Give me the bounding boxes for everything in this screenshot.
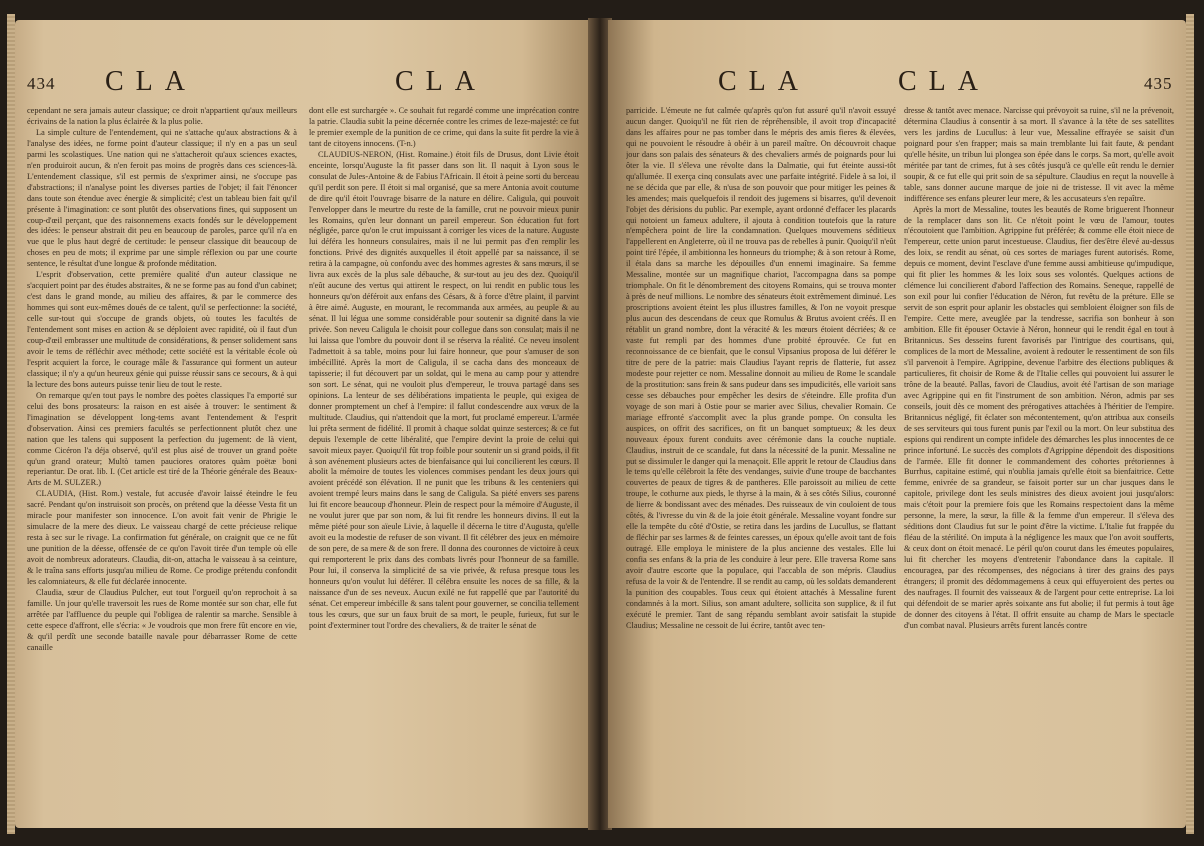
left-column-1 xyxy=(27,106,297,828)
right-page-edges xyxy=(1186,14,1194,834)
paragraph: On remarque qu'en tout pays le nombre des poètes classiques l'a emporté sur celui des bons prosateurs: la raison en est aisée à trouver: le sentiment & l'imagination se développent long-tems avant l'entendement & l'esprit d'observation. Ainsi ces premiers facultés se perfectionnent plutôt chez une nation que les talens qui supposent la perfection du jugement: de là vient, comme Cicéron l'a déja observé, qu'il est plus aisé de trouver un grand poète qu'un grand orateur; Multò tamen pauciores oratores quàm poëtæ boni reperiantur. De orat. lib. I. (Cet article est tiré de la Théorie générale des Beaux-Arts de M. SULZER.) xyxy=(27,390,297,488)
right-running-header xyxy=(608,66,1186,98)
left-running-head-2: CLA xyxy=(395,66,487,97)
left-column-2 xyxy=(309,106,579,828)
left-running-header xyxy=(15,66,591,98)
paragraph: CLAUDIUS-NERON, (Hist. Romaine.) étoit fils de Drusus, dont Livie étoit enceinte, lorsqu'Auguste la fit passer dans son lit. Il naquit à Lyon sous le consulat de Jules-Antoine & de Fabius l'Africain. Il étoit à peine sorti du berceau qu'il perdit son pere. Il étoit si mal organisé, que sa mere Antonia avoit coutume de dire qu'il étoit l'ouvrage bisarre de la nature en délire. Caligula, qui pouvoit l'envelopper dans le meurtre du reste de la famille, crut ne pouvoir mieux punir les Romains, qu'en leur donnant un pareil empereur. Son éducation fut fort négligée, parce qu'on le crut impuissant à corriger les vices de la nature. Auguste lui déféra les honneurs consulaires, mais il ne lui permit pas d'en remplir les fonctions. Privé des dignités auxquelles il étoit appellé par sa naissance, il se retira à la campagne, où confondu avec des hommes agrestes & sans mœurs, il se livra aux excès de la plus sale débauche, & sur-tout au jeu des dez. Quoiqu'il n'eût aucune des vertus qui attirent le respect, on lui rendit en public tous les honneurs qu'on déféroit aux enfans des Césars, & à force d'être plaint, il parvint à être aimé. Auguste, en mourant, le recommanda aux armées, au peuple & au sénat. Il lui légua une somme considérable pour soutenir sa dignité dans la vie privée. Son neveu Caligula le choisit pour collegue dans son consulat; mais il ne lui laissa que l'ombre du pouvoir dont il se réserva la réalité. Ce neveu insolent l'admettoit à sa table, moins pour lui faire honneur, que pour s'amuser de son imbécillité. Après la mort de Caligula, il se cacha dans des monceaux de tapisserie; il fut découvert par un soldat, qui le mena au camp pour y attendre son sort. Le sénat, qui ne vouloit plus d'empereur, le trouva partagé dans ses opinions. La lenteur de ses délibérations impatienta le peuple, qui exigea de donner promptement un chef à l'empire: il fallut condescendre aux vœux de la multitude. Claudius, qui n'attendoit que la mort, fut proclamé empereur. L'armée lui prêta serment de fidélité. Il promit à chaque soldat quinze sesterces; & ce fut depuis l'exemple de cette libéralité, que l'empire devint la proie de celui qui savoit mieux payer. Quoiqu'il fût trop foible pour soutenir un si grand poids, il fit à son avénement plusieurs actes de bienfaisance qui lui concilierent les cœurs. Il abolit la mémoire de toutes les violences commises pendant les deux jours qui avoient précédé son élévation. Il ne punit que les tribuns & les centeniers qui avoient trempé leurs mains dans le sang de Caligula. Sa piété envers ses parens lui fit encore beaucoup d'honneur. Plein de respect pour la mémoire d'Auguste, il ne voulut jurer que par son nom, & lui fit rendre les honneurs divins. Il eut la même piété pour son aïeule Livie, à laquelle il décerna le titre d'Augusta, qu'elle avoit eu la modestie de refuser de son vivant. Il fit célébrer des jeux en mémoire de son pere, de sa mere & de son frere. Il donna des couronnes de victoire à ceux qui remporterent le prix dans des combats livrés pour l'honneur de sa famille. Pour lui, il conserva la simplicité de sa vie privée, & refusa presque tous les honneurs qu'on voulut lui déférer. Il célébra ensuite les noces de sa fille, & la naissance d'un de ses neveux. Aucun exilé ne fut rappellé que par l'autorité du sénat. Cet empereur imbécille & sans talent pour gouverner, se concilia tellement tous les cœurs, que sur un faux bruit de sa mort, le peuple, furieux, fut sur le point d'exterminer tout l'ordre des chevaliers, & de traiter le sénat de xyxy=(309,149,579,630)
paragraph: L'esprit d'observation, cette première qualité d'un auteur classique ne s'acquiert point par des études abstraites, & ne se forme pas au fond d'un cabinet; c'est dans le grand monde, au milieu des affaires, & par le commerce des hommes qui sont eux-mêmes doués de ce talent, qu'il se perfectionne: la société, celle sur-tout qui s'occupe de grands objets, où toutes les facultés de l'entendement sont mises en action & se déploient avec rapidité, où il faut d'un coup-d'œil embrasser une multitude de considérations, & penser solidement sans avoir le tems de réfléchir avec méthode; cette société est la véritable école où l'esprit acquiert la force, le courage mâle & l'assurance qui forment un auteur classique; il n'y a qu'un heureux génie qui puisse réussir sans ce secours, & à qui la lecture des bons auteurs puisse tenir lieu de tout le reste. xyxy=(27,270,297,389)
paragraph: Claudia, sœur de Claudius Pulcher, eut tout l'orgueil qu'on reprochoit à sa famille. Un jour qu'elle traversoit les rues de Rome montée sur son char, elle fut arrêtée par l'affluence du peuple qui l'obligea de ralentir sa marche. Sensible à cette espece d'affront, elle s'écria: « Je voudrois que mon frere fût encore en vie, & qu'il perdît une seconde bataille navale pour débarrasser Rome de cette canaille xyxy=(27,587,297,652)
right-page-number: 435 xyxy=(1144,74,1173,93)
left-page-number: 434 xyxy=(27,74,56,93)
paragraph: cependant ne sera jamais auteur classique; ce droit n'appartient qu'aux meilleurs écrivains de la nation la plus éclairée & la plus polie. xyxy=(27,106,297,126)
right-page xyxy=(608,20,1186,828)
paragraph: dresse & tantôt avec menace. Narcisse qui prévoyoit sa ruine, s'il ne la prévenoit, détermina Claudius à consentir à sa mort. Il s'avance à la tête de ses satellites vers les jardins de Lucullus: à leur vue, Messaline effrayée se saisit d'un poignard pour s'en frapper; mais sa main tremblante lui fait faute, & pendant qu'elle hésite, un tribun lui plongea son épée dans le corps. Sa mort, qu'elle avoit méritée par tant de crimes, fut à ses côtés jusqu'à ce qu'elle eût rendu le dernier soupir, & ce fut elle qui prit soin de sa sépulture. Claudius en reçut la nouvelle à table, sans donner aucune marque de joie ni de tristesse. Il vit avec la même indifférence ses enfans pleurer leur mere, & les accusateurs s'en repaître. xyxy=(904,106,1174,203)
right-column-2 xyxy=(904,106,1174,828)
left-page xyxy=(15,20,591,828)
left-running-head-1: CLA xyxy=(105,66,197,97)
paragraph: parricide. L'émeute ne fut calmée qu'après qu'on fut assuré qu'il n'avoit essuyé aucun danger. Quoiqu'il ne fût rien de répréhensible, il avoit trop d'incapacité dans les affaires pour ne pas tomber dans le mépris des amis fieres & élevées, qui ne pouvoient le résoudre à obéir à un pareil maître. On découvroit chaque jour dans son palais des sénateurs & des chevaliers armés de poignards pour lui ôter la vie. Il s'éleva une révolte dans la Dalmatie, qui fut éteinte aussi-tôt qu'allumée. Il exerça cinq consulats avec une parfaite intégrité. Fidele à sa loi, il ne se décida que par elle, & n'usa de son pouvoir que pour mitiger les peines & les amendes; mais quelquefois il rendoit des jugemens si bisarres, qu'il devenoit l'objet des dérisions du public. Par exemple, ayant ordonné d'effacer les placards qui notoient un fameux adultere, il ajouta à condition toutefois que la rature n'empêchera point de lire la condamnation. Quelques mouvemens séditieux l'appellerent en Angleterre, où il ne trouva pas de rebelles à punir. Quoiqu'il n'eût point tiré l'épée, il ambitionna les honneurs du triomphe; & à son retour à Rome, il étala dans sa marche les dépouilles d'un ennemi imaginaire. Sa femme Messaline, montée sur un magnifique chariot, l'accompagna dans sa pompe triomphale. On fit le dénombrement des citoyens Romains, qui se trouva monter à près de neuf millions. Le nombre des sénateurs étoit extrêmement diminué. Les proscriptions avoient éteint les plus illustres familles, & l'on ne voyoit presque plus aucun des descendans de ceux que Romulus & Brutus avoient créés. Il en rétablit un grand nombre, dont la véracité & les mœurs étoient décriées; & ce vaste fut rempli par des hommes d'une probité éprouvée. Ce fut en reconnoissance de ce bienfait, que le consul Vipsanius proposa de lui déférer le titre de pere de la patrie: mais Claudius l'ayant repris de flatterie, fut assez modeste pour rejetter ce nom. Messaline donnoit au milieu de Rome le scandale de la prostitution: sans frein & sans pudeur dans ses impudicités, elle varioit sans cesse ses débauches pour empêcher les desirs de s'éteindre. Elle profita d'un voyage de son mari à Ostie pour se marier avec Silius, chevalier Romain. Ce mariage effronté s'accomplit avec la plus grande pompe. On consulta les auspices, on offrit des sacrifices, on fit un banquet somptueux; & les deux nouveaux époux furent conduits avec cérémonie dans la couche nuptiale. Claudius, instruit de ce scandale, fut dans la nécessité de la punir. Messaline ne put se dissimuler le danger qui la menaçoit. Elle apprit le retour de Claudius dans le tems qu'elle célébroit la fête des vendanges, suivie d'une troupe de bacchantes couvertes de peaux de tigres & de pantheres. Elle paroissoit au milieu de cette troupe, le cothurne aux pieds, le thyrse à la main, & à ses côtés Silius, couronné de lierre & bondissant avec des ménades. Des ruisseaux de vin couloient de tous côtés, & l'ivresse du vin & de la joie étoit générale. Messaline voyant fondre sur elle la tempête du côté d'Ostie, se retira dans les jardins de Lucullus, se flattant de fléchir par ses larmes & de feintes caresses, un époux qu'elle avoit tant de fois outragé. Elle employa le ministere de la plus ancienne des vestales. Elle lui confia ses enfans & la pria de les conduire à leur pere. Elle traversa Rome sans avoir d'autre escorte que la populace, qui l'accabla de son mépris. Claudius refusa de la voir & de l'entendre. Il se rendit au camp, où les soldats demanderent la punition des coupables. Tous ceux qui étoient attachés à Messaline furent condamnés à la mort. Silius, son amant adultere, sollicita son supplice, & il fut exécuté le premier. Tant de sang répandu semblant avoir satisfait la stupide Claudius; Messaline ne cessoit de lui écrire, tantôt avec ten- xyxy=(626,106,896,630)
right-running-head-2: CLA xyxy=(898,66,990,97)
right-running-head-1: CLA xyxy=(718,66,810,97)
paragraph: Après la mort de Messaline, toutes les beautés de Rome briguerent l'honneur de la remplacer dans son lit. Ce n'étoit point le vœu de l'amour, toutes n'écoutoient que l'ambition. Agrippine fut préférée; & comme elle étoit niece de l'empereur, cette union parut incestueuse. Claudius, fier des'être élevé au-dessus des loix, se rendit au sénat, où ces sortes de mariages furent autorisés. Rome, depuis ce moment, devint l'esclave d'une femme aussi ambitieuse qu'impudique, qui fit plier les hommes & les loix sous ses volontés. Quelques actions de clémence lui concilierent d'abord l'affection des Romains. Seneque, rappellé de son exil pour lui confier l'éducation de Néron, fut revêtu de la préture. Elle se servit de son esprit pour aplanir les obstacles qui sembloient éloigner son fils de l'empire. Cette mere, aveuglée par la tendresse, sacrifia son bonheur à son ambition. Elle fit épouser Octavie à Néron, honneur qui le rendit égal en tout à Britannicus. Ses desseins furent favorisés par l'intrigue des courtisans, qui, complices de la mort de Messaline, avoient à redouter le ressentiment de son fils s'il parvenoit à l'empire. Agrippine, devenue l'arbitre des élections publiques & particulieres, fit choisir de Rome & de l'Italie celles qui pouvoient lui assurer le trône de la beauté. Pallas, favori de Claudius, avoit été l'artisan de son mariage avec Agrippine qui en fit l'instrument de son ambition. Néron, admis par ses conseils, jouit dès ce moment des prérogatives attachées à l'héritier de l'empire. Britannicus négligé, fit éclater son mécontentement, qu'on attribua aux conseils de ses serviteurs qui tous furent punis par l'exil ou la mort. On leur substitua des espions qui rendirent un compte infidele des démarches les plus innocentes de ce prince infortuné. Le succès des complots d'Agrippine dépendoit des dispositions de l'armée. Elle fit donner le commandement des cohortes prétoriennes à Burrhus, capitaine estimé, qui n'oublia jamais qu'elle étoit sa bienfaitrice. Cette femme, enivrée de sa grandeur, se faisoit porter sur un char jusques dans le capitole, privilege dont les seuls ministres des dieux avoient joui jusqu'alors: mais c'étoit pour la premiere fois que les Romains respectoient dans la même personne, la mere, la sœur, la fille & la femme d'un empereur. Il s'éleva des séditions dont Claudius fut sur le point d'être la victime. L'Italie fut frappée du fléau de la stérilité. On imputa à la négligence les maux que l'on avoit soufferts, & ceux dont on étoit menacé. Le péril qu'on courut dans les émeutes populaires, lui fit chercher les moyens d'entretenir l'abondance dans la capitale. Il encouragea, par des récompenses, des négocians à tirer des grains des pays étrangers; il promit des dédommagemens à ceux qui effuyeroient des pertes ou des naufrages. Il fournit des vaisseaux & de l'argent pour cette entreprise. La loi qui défendoit de se marier après soixante ans fut abolie; il fut permis à tout âge de donner des citoyens à l'état. Il offrit ensuite au champ de Mars le spectacle d'un combat naval. Plusieurs arrêts furent lancés contre xyxy=(904,204,1174,630)
paragraph: dont elle est surchargée ». Ce souhait fut regardé comme une imprécation contre la patrie. Claudia subit la peine décernée contre les crimes de leze-majesté: ce fut le premier exemple de la punition de ce crime, qui dans la suite fit perdre la vie à tant de citoyens innocens. (T-n.) xyxy=(309,106,579,148)
right-column-1 xyxy=(626,106,896,828)
paragraph: La simple culture de l'entendement, qui ne s'attache qu'aux abstractions & à l'analyse des idées, ne forme point d'auteur classique; il n'y en a pas un seul parmi les scolastiques. Une nation qui ne s'attacheroit qu'aux sciences exactes, n'en produiroit aucun, & n'en feroit pas moins de progrès dans ces sciences-là. L'entendement classique, s'il est permis de s'exprimer ainsi, ne s'occupe pas d'abstractions; il n'analyse point les diverses parties de l'objet; il fait l'énoncer dans toute son étendue avec énergie & simplicité; c'est un tableau bien fait qu'il présente à l'imagination: ce sont plutôt des observations fines, qui supposent un coup-d'œil perçant, que des raisonnemens exacts fondés sur le développement des idées: le penseur abstrait dit peu en beaucoup de paroles, parce qu'il n'a en vue que le plus haut degré de certitude: le penseur classique dit beaucoup de choses en peu de mots; il exprime par une simple réflexion ou par une courte sentence, le résultat d'une longue & profonde méditation. xyxy=(27,127,297,269)
left-page-edges xyxy=(7,14,15,834)
paragraph: CLAUDIA, (Hist. Rom.) vestale, fut accusée d'avoir laissé éteindre le feu sacré. Pendant qu'on instruisoit son procès, on prétend que la déesse Vesta fit un miracle pour manifester son innocence. L'on avoit fait venir de Phrigie le simulacre de la mere des dieux. Le vaisseau chargé de cette précieuse relique resta à sec sur le rivage. La confirmation fut générale, on craignit que ce ne fût une punition de la déesse, offensée de ce qu'on l'avoit tirée d'un temple où elle avoit de nombreux adorateurs. Claudia, dit-on, attacha le vaisseau à sa ceinture, & le traîna sans efforts jusqu'au milieu de Rome. Ce prodige prétendu confondit les calomniateurs, & elle fut déclarée innocente. xyxy=(27,489,297,586)
